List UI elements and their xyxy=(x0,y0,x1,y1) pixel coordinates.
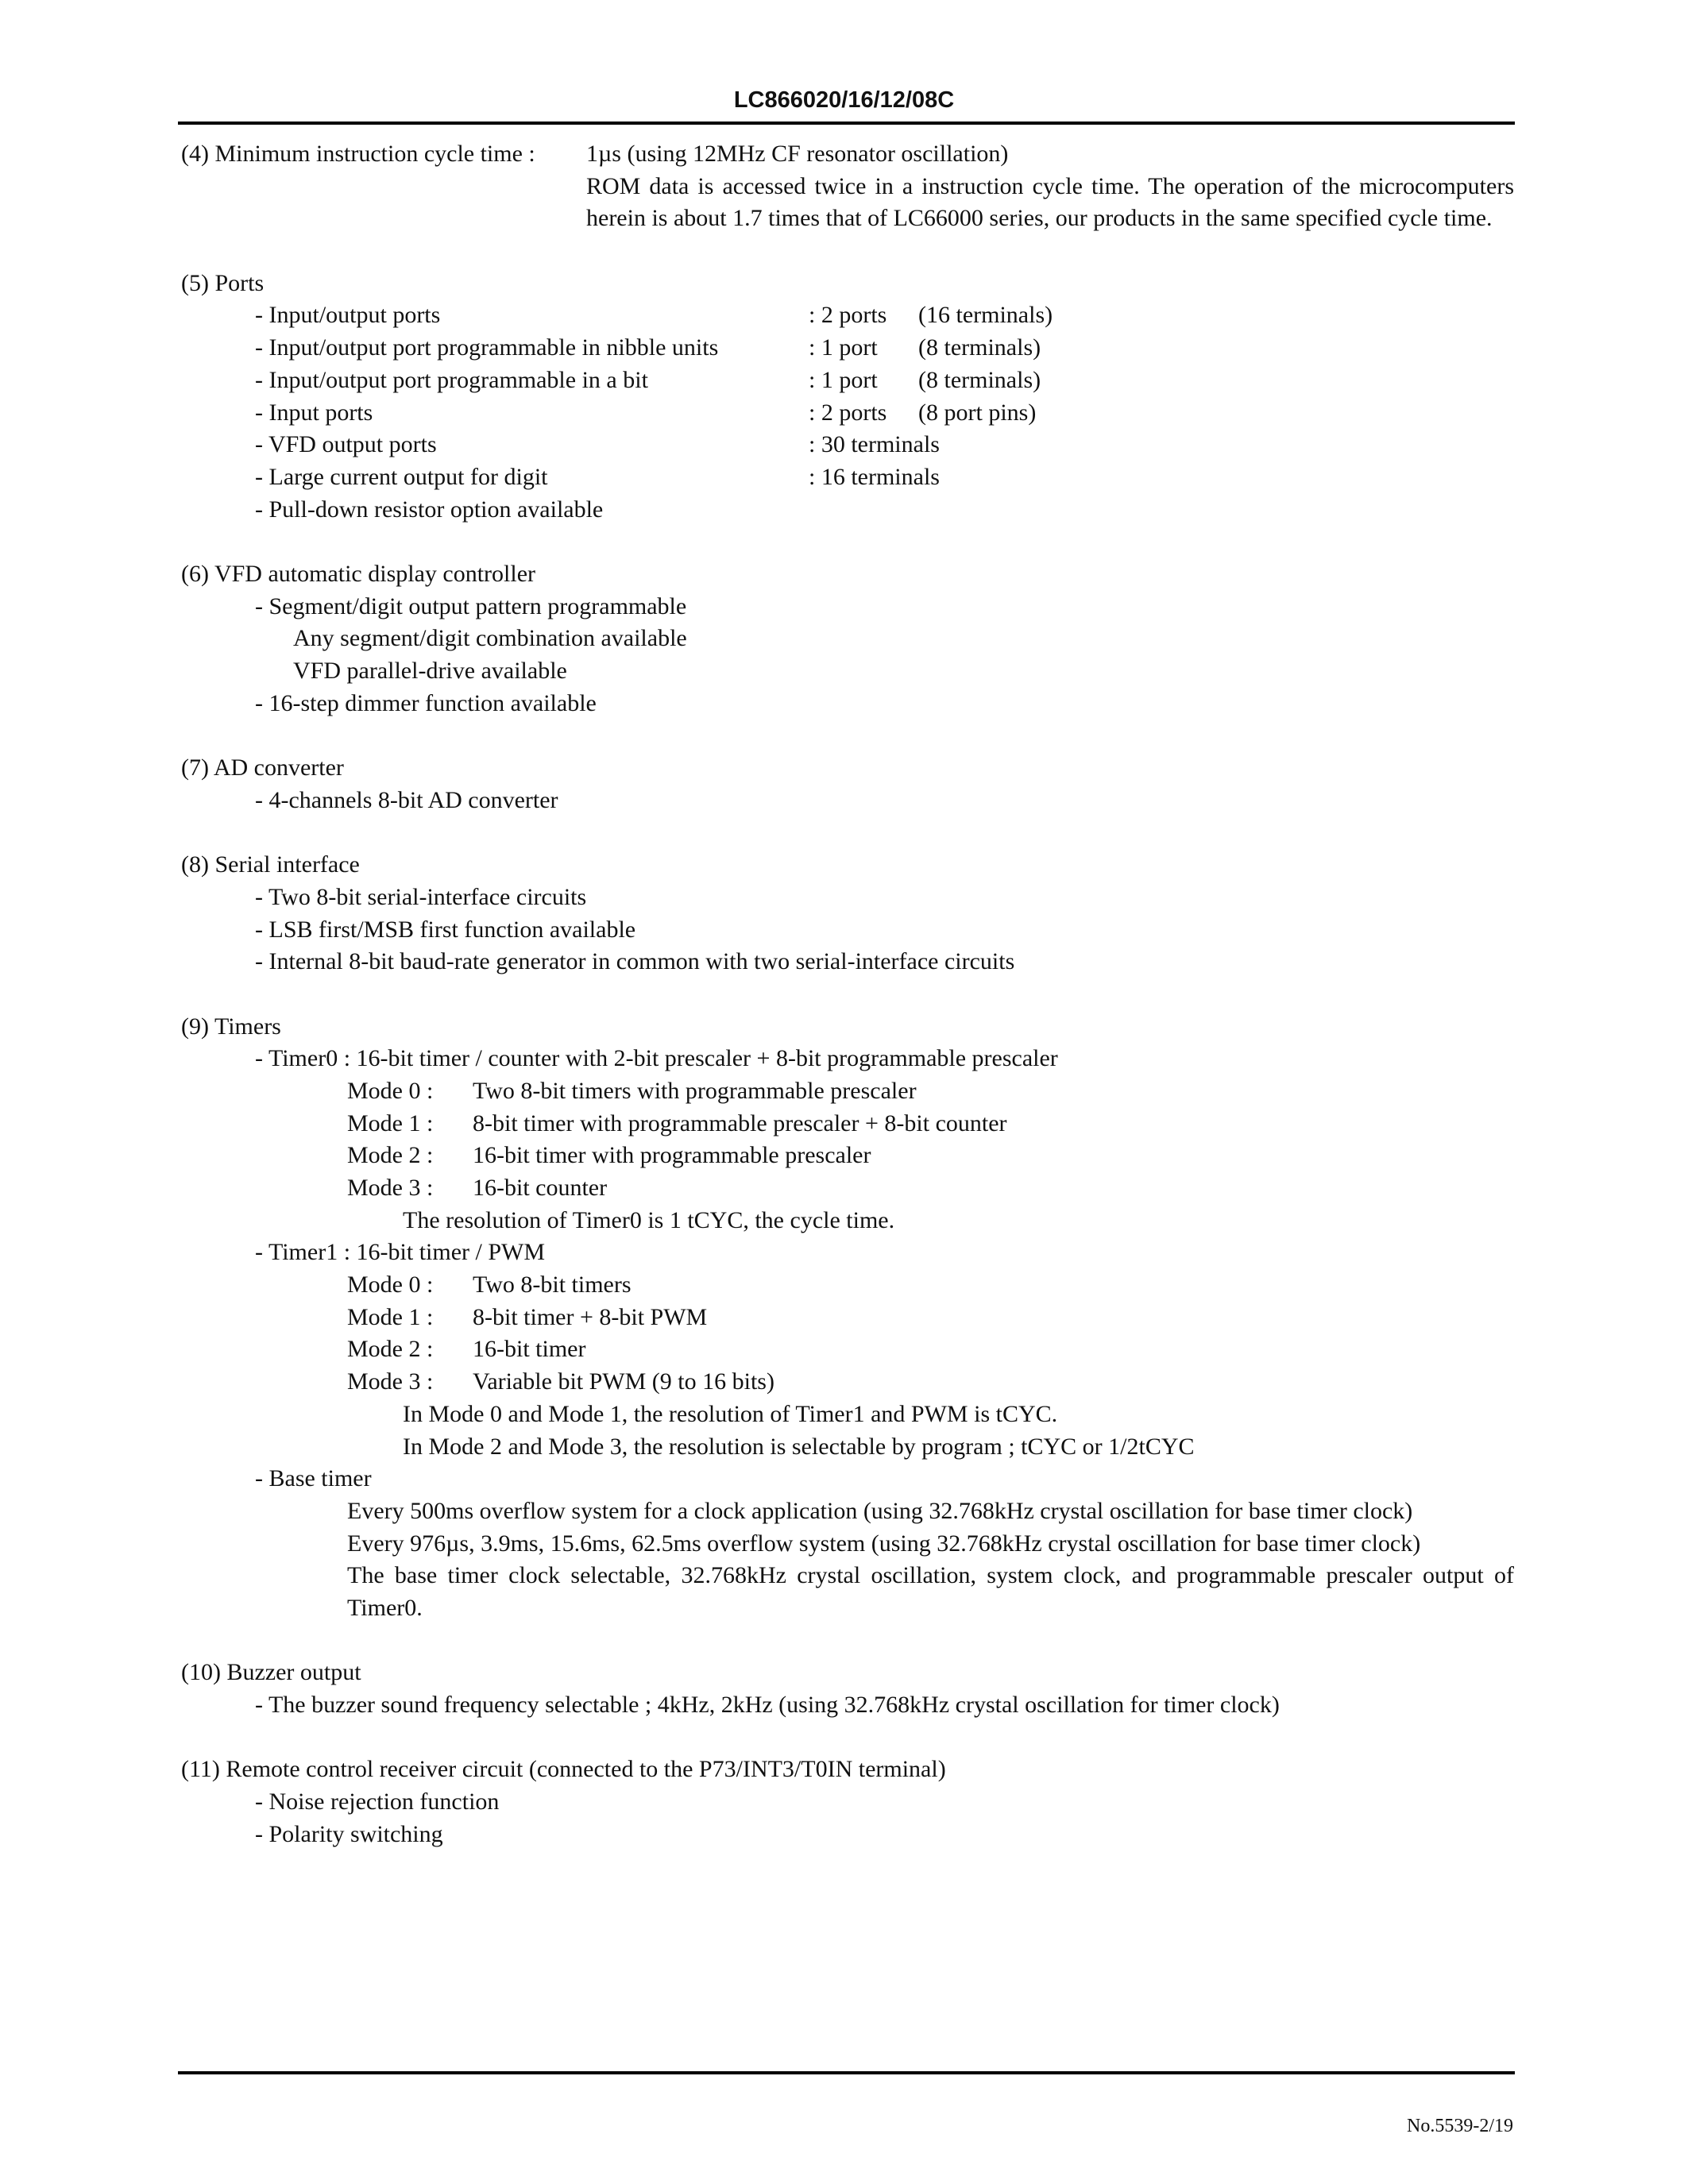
mode-description: 16-bit timer xyxy=(473,1336,586,1363)
pulldown-option: - Pull-down resistor option available xyxy=(255,496,604,523)
mode-label: Mode 0 : xyxy=(347,1271,434,1298)
mode-label: Mode 1 : xyxy=(347,1303,434,1330)
port-count: : 30 terminals xyxy=(809,431,940,458)
cycle-time-label: (4) Minimum instruction cycle time : xyxy=(181,141,535,167)
port-count: : 16 terminals xyxy=(809,463,940,490)
port-description: - Large current output for digit xyxy=(255,463,548,490)
port-terminals: (16 terminals) xyxy=(918,302,1053,329)
buzzer-item: - The buzzer sound frequency selectable ; 4kHz, 2kHz (using 32.768kHz crystal oscillation for timer clock) xyxy=(255,1692,1280,1719)
port-row xyxy=(181,429,1514,461)
port-terminals: (8 terminals) xyxy=(918,366,1041,393)
cycle-time-paragraph: ROM data is accessed twice in a instruction cycle time. The operation of the microcomputers herein is about 1.7 times that of LC66000 series, our products in the same specified cycle time. xyxy=(586,172,1514,232)
ports-table xyxy=(181,299,1514,493)
remote-item: - Polarity switching xyxy=(255,1820,443,1847)
mode-description: 16-bit counter xyxy=(473,1175,608,1202)
port-terminals: (8 terminals) xyxy=(918,334,1041,361)
mode-description: 8-bit timer with programmable prescaler + 8-bit counter xyxy=(473,1109,1007,1136)
port-count: : 1 port xyxy=(809,334,878,361)
ad-item: - 4-channels 8-bit AD converter xyxy=(255,786,558,813)
mode-description: Two 8-bit timers with programmable prescaler xyxy=(473,1077,917,1104)
port-description: - Input/output port programmable in nibble units xyxy=(255,334,719,361)
timer1-title: - Timer1 : 16-bit timer / PWM xyxy=(255,1239,546,1266)
cycle-time-value: 1µs (using 12MHz CF resonator oscillation) xyxy=(586,141,1009,167)
serial-item: - Internal 8-bit baud-rate generator in common with two serial-interface circuits xyxy=(255,948,1015,975)
page-number: No.5539-2/19 xyxy=(1407,2116,1513,2136)
document-body xyxy=(181,138,1514,1851)
port-terminals: (8 port pins) xyxy=(918,399,1037,426)
base-timer-title: - Base timer xyxy=(255,1465,372,1492)
serial-item: - Two 8-bit serial-interface circuits xyxy=(255,883,587,910)
section-heading-ports: (5) Ports xyxy=(181,269,265,296)
mode-label: Mode 0 : xyxy=(347,1077,434,1104)
mode-description: 16-bit timer with programmable prescaler xyxy=(473,1142,871,1169)
base-timer-paragraph: The base timer clock selectable, 32.768kHz crystal oscillation, system clock, and programmable prescaler output of Timer0. xyxy=(347,1562,1514,1622)
timer0-title: - Timer0 : 16-bit timer / counter with 2-bit prescaler + 8-bit programmable prescaler xyxy=(255,1045,1058,1072)
mode-label: Mode 3 : xyxy=(347,1175,434,1202)
timer0-mode xyxy=(181,1108,1514,1140)
mode-label: Mode 3 : xyxy=(347,1368,434,1395)
footer-rule xyxy=(178,2071,1515,2074)
cycle-time-row xyxy=(181,138,1514,171)
vfd-subitem: Any segment/digit combination available xyxy=(293,625,687,652)
mode-label: Mode 2 : xyxy=(347,1142,434,1169)
mode-description: Two 8-bit timers xyxy=(473,1271,632,1298)
section-heading-vfd: (6) VFD automatic display controller xyxy=(181,560,536,587)
mode-description: 8-bit timer + 8-bit PWM xyxy=(473,1303,708,1330)
vfd-item: - 16-step dimmer function available xyxy=(255,689,597,716)
timer0-mode xyxy=(181,1172,1514,1205)
page-header-title: LC866020/16/12/08C xyxy=(733,87,955,113)
port-count: : 2 ports xyxy=(809,302,887,329)
section-heading-remote: (11) Remote control receiver circuit (connected to the P73/INT3/T0IN terminal) xyxy=(181,1756,946,1783)
timer1-note: In Mode 0 and Mode 1, the resolution of Timer1 and PWM is tCYC. xyxy=(403,1400,1058,1427)
port-count: : 1 port xyxy=(809,366,878,393)
port-row xyxy=(181,397,1514,430)
mode-label: Mode 2 : xyxy=(347,1336,434,1363)
header-rule xyxy=(178,122,1515,125)
timer1-note: In Mode 2 and Mode 3, the resolution is selectable by program ; tCYC or 1/2tCYC xyxy=(403,1433,1195,1460)
timer0-mode xyxy=(181,1140,1514,1172)
base-timer-paragraph: Every 976µs, 3.9ms, 15.6ms, 62.5ms overflow system (using 32.768kHz crystal oscillation for base timer clock) xyxy=(347,1530,1421,1557)
vfd-item: - Segment/digit output pattern programmable xyxy=(255,592,687,619)
remote-item: - Noise rejection function xyxy=(255,1788,500,1815)
port-description: - Input ports xyxy=(255,399,373,426)
port-count: : 2 ports xyxy=(809,399,887,426)
section-heading-timers: (9) Timers xyxy=(181,1013,281,1040)
section-heading-serial: (8) Serial interface xyxy=(181,851,360,878)
port-description: - VFD output ports xyxy=(255,431,437,458)
port-row xyxy=(181,461,1514,494)
port-row xyxy=(181,332,1514,365)
timer1-mode xyxy=(181,1302,1514,1334)
timer1-mode xyxy=(181,1333,1514,1366)
serial-item: - LSB first/MSB first function available xyxy=(255,916,636,943)
timer0-note: The resolution of Timer0 is 1 tCYC, the cycle time. xyxy=(403,1206,895,1233)
port-row xyxy=(181,299,1514,332)
timer1-mode xyxy=(181,1366,1514,1399)
mode-label: Mode 1 : xyxy=(347,1109,434,1136)
port-description: - Input/output port programmable in a bit xyxy=(255,366,648,393)
base-timer-paragraph: Every 500ms overflow system for a clock application (using 32.768kHz crystal oscillation for base timer clock) xyxy=(347,1497,1413,1524)
timer0-mode xyxy=(181,1075,1514,1108)
section-heading-buzzer: (10) Buzzer output xyxy=(181,1659,361,1686)
mode-description: Variable bit PWM (9 to 16 bits) xyxy=(473,1368,774,1395)
timer1-mode xyxy=(181,1269,1514,1302)
section-heading-ad: (7) AD converter xyxy=(181,754,344,781)
port-description: - Input/output ports xyxy=(255,302,441,329)
port-row xyxy=(181,365,1514,397)
vfd-subitem: VFD parallel-drive available xyxy=(293,658,567,685)
